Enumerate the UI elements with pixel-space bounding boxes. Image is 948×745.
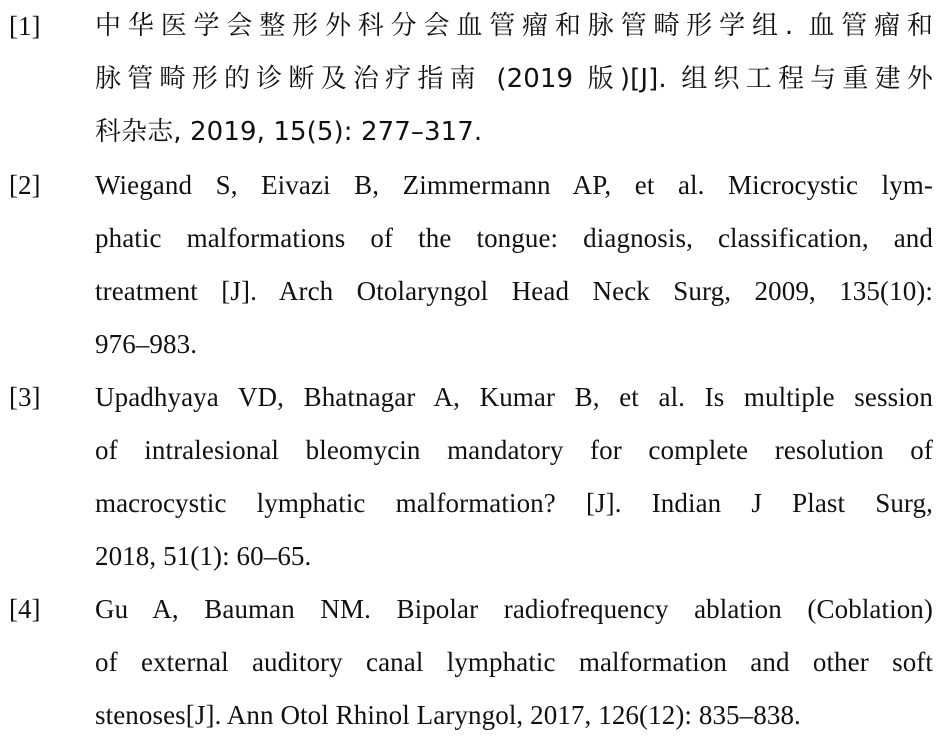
- reference-line: 科杂志, 2019, 15(5): 277–317.: [95, 117, 483, 147]
- reference-number: [3]: [9, 382, 41, 412]
- reference-text: [95, 371, 933, 583]
- reference-line: Upadhyaya VD, Bhatnagar A, Kumar B, et al. Is multiple session: [95, 382, 933, 412]
- reference-line: 976–983.: [95, 329, 198, 359]
- reference-number: [1]: [9, 11, 41, 41]
- reference-line: phatic malformations of the tongue: diagnosis, classification, and: [95, 223, 933, 253]
- reference-line: 2018, 51(1): 60–65.: [95, 541, 312, 571]
- reference-text: [95, 159, 933, 371]
- reference-line: of external auditory canal lymphatic malformation and other soft: [95, 647, 933, 677]
- reference-line: of intralesional bleomycin mandatory for complete resolution of: [95, 435, 933, 465]
- reference-text: [95, 0, 933, 159]
- reference-line: treatment [J]. Arch Otolaryngol Head Neck Surg, 2009, 135(10):: [95, 276, 933, 306]
- reference-line: macrocystic lymphatic malformation? [J]. Indian J Plast Surg,: [95, 488, 933, 518]
- reference-text: [95, 583, 933, 742]
- reference-line: 脉管畸形的诊断及治疗指南 (2019 版)[J]. 组织工程与重建外: [95, 64, 933, 94]
- reference-number: [2]: [9, 170, 41, 200]
- reference-line: Wiegand S, Eivazi B, Zimmermann AP, et al. Microcystic lym-: [95, 170, 933, 200]
- reference-line: stenoses[J]. Ann Otol Rhinol Laryngol, 2017, 126(12): 835–838.: [95, 700, 801, 730]
- reference-line: 中华医学会整形外科分会血管瘤和脉管畸形学组. 血管瘤和: [95, 11, 933, 41]
- reference-line: Gu A, Bauman NM. Bipolar radiofrequency ablation (Coblation): [95, 594, 933, 624]
- reference-number: [4]: [9, 594, 41, 624]
